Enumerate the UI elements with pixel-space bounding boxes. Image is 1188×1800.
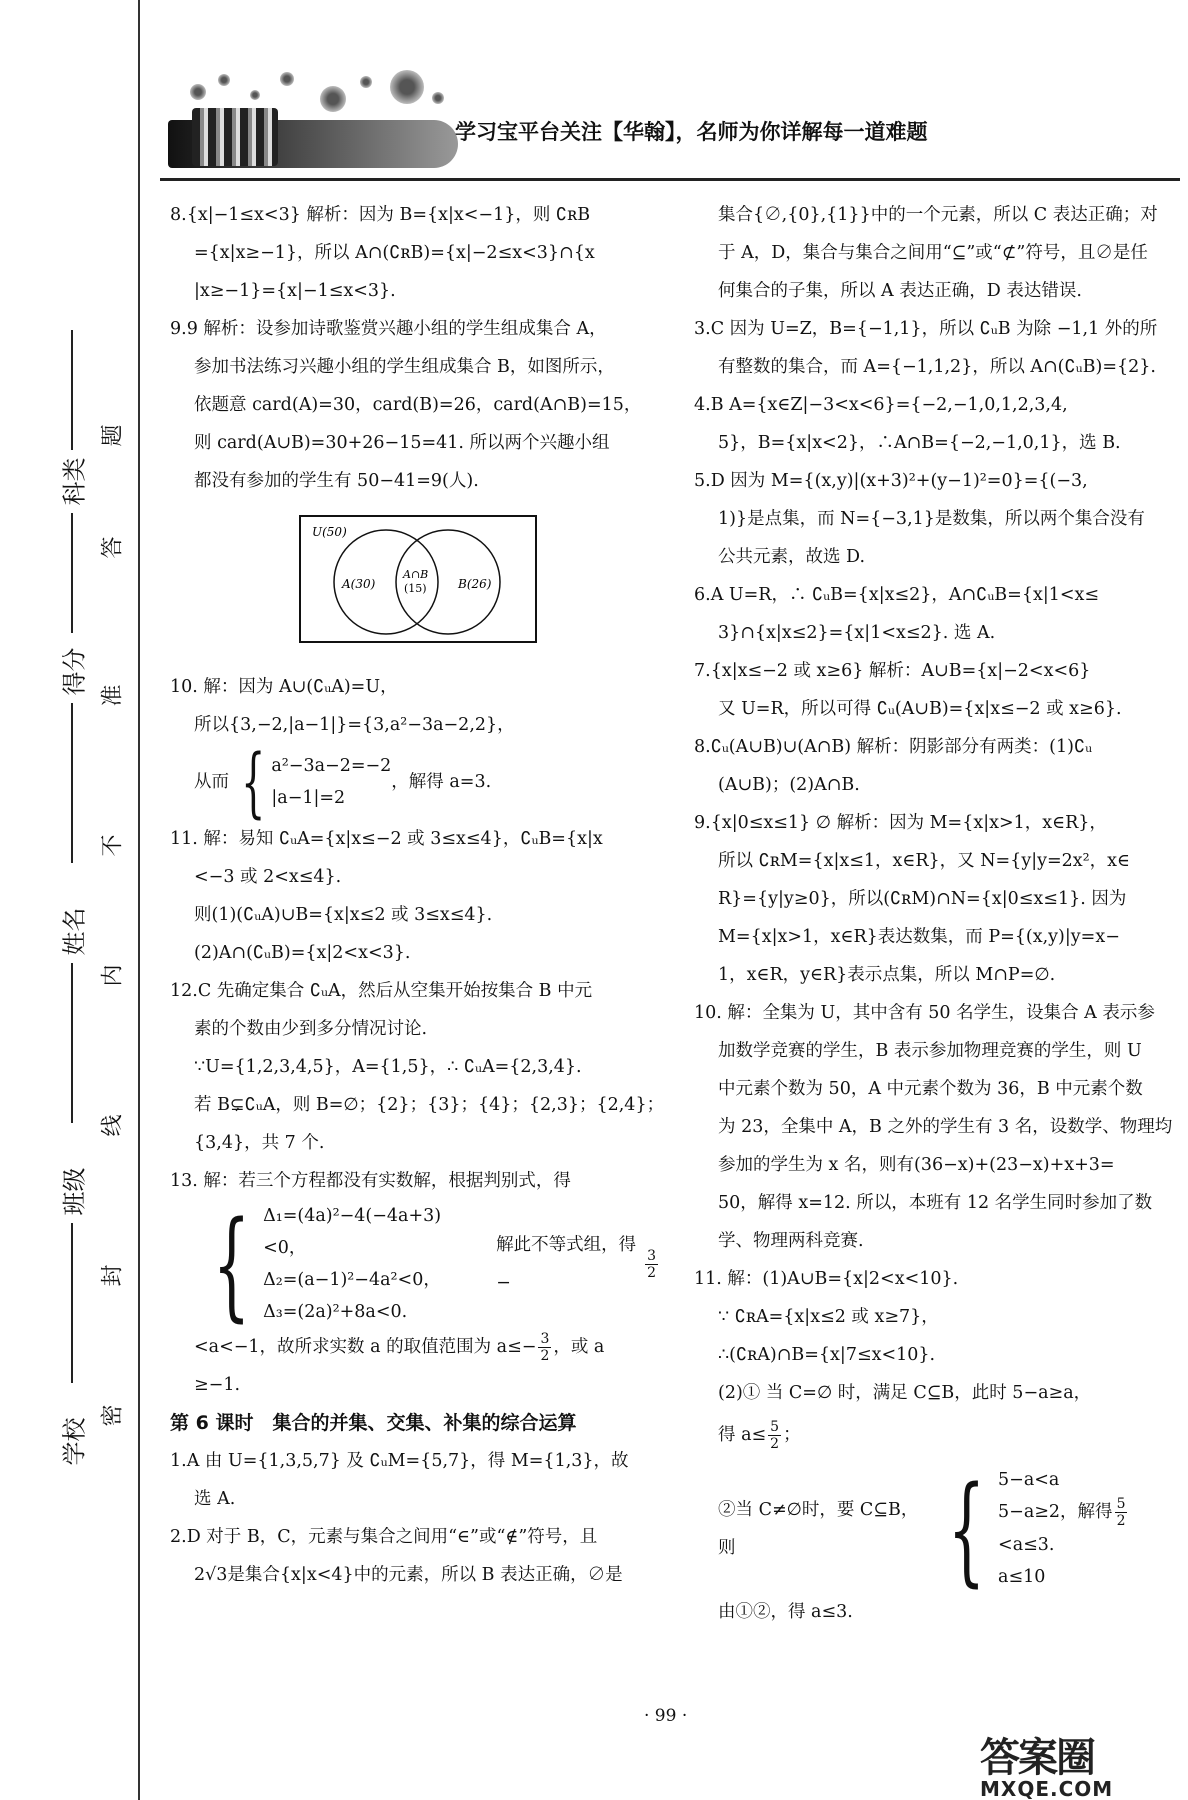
venn-label-ab: A∩B [403,568,429,581]
binding-strip [0,0,150,1800]
text-line: 5}，B={x|x<2}，∴A∩B={−2,−1,0,1}，选 B. [718,433,1121,453]
text-line: <a<−1，故所求实数 a 的取值范围为 a≤− $\frac{3}{2}$ ，或 a [194,1331,605,1364]
equation-line: 5−a<a [998,1470,1060,1490]
text-line: 11. 解：(1)A∪B={x|2<x<10}. [694,1269,959,1289]
text-line: R}={y|y≥0}，所以(∁ʀM)∩N={x|0≤x≤1}. 因为 [718,889,1127,909]
seal-char: 答 [100,536,126,559]
inequality-system: { Δ₁=(4a)²−4(−4a+3)<0， Δ₂=(a−1)²−4a²<0， Δ₃=(2a)²+8a<0. 解此不等式组，得 − $\frac{3}{2}$ [212,1195,656,1333]
field-class [52,1160,92,1383]
text-line: 5.D 因为 M={(x,y)|(x+3)²+(y−1)²=0}={(−3, [694,471,1088,491]
blank-line [71,963,73,1123]
field-label-school: 学校 [60,1417,89,1466]
text-line: 公共元素，故选 D. [718,547,866,567]
text-line: 素的个数由少到多分情况讨论. [194,1019,428,1039]
field-subject [52,330,92,633]
text-line: 于 A，D，集合与集合之间用“⊆”或“⊄”符号，且∅是任 [718,243,1148,263]
equation-line: Δ₁=(4a)²−4(−4a+3)<0， [263,1206,442,1258]
text-line: 10. 解：全集为 U，其中含有 50 名学生，设集合 A 表示参 [694,1003,1155,1023]
text-line: 学、物理两科竞赛. [718,1231,864,1251]
equation-line: a²−3a−2=−2 [271,756,392,776]
text-line: 所以 ∁ʀM={x|x≤1，x∈R}，又 N={y|y=2x²，x∈ [718,851,1130,871]
equation-system: 从而 { a²−3a−2=−2 |a−1|=2 ，解得 a=3. [194,737,492,826]
text-line: 3}∩{x|x≤2}={x|1<x≤2}. 选 A. [718,623,996,643]
text-line: 又 U=R，所以可得 ∁ᵤ(A∪B)={x|x≤−2 或 x≥6}. [718,699,1122,719]
seal-char: 密 [100,1404,126,1427]
text-line: 7.{x|x≤−2 或 x≥6} 解析：A∪B={x|−2<x<6} [694,661,1091,681]
venn-diagram [298,514,538,644]
text-line: 集合{∅,{0},{1}}中的一个元素，所以 C 表达正确；对 [718,205,1158,225]
text-line: 6.A U=R，∴ ∁ᵤB={x|x≤2}，A∩∁ᵤB={x|1<x≤ [694,585,1100,605]
text-line: 2.D 对于 B，C，元素与集合之间用“∈”或“∉”符号，且 [170,1527,598,1547]
equation-line: a≤10 [998,1567,1046,1587]
fraction: $\frac{3}{2}$ [540,1331,550,1364]
text-line: 参加书法练习兴趣小组的学生组成集合 B，如图所示， [194,357,615,377]
text-line: 10. 解：因为 A∪(∁ᵤA)=U， [170,677,398,697]
text-line: 4.B A={x∈Z|−3<x<6}={−2,−1,0,1,2,3,4, [694,395,1068,415]
text-line: 中元素个数为 50，A 中元素个数为 36，B 中元素个数 [718,1079,1143,1099]
blank-line [71,1223,73,1383]
text-line: ∴(∁ʀA)∩B={x|7≤x<10}. [718,1345,936,1365]
text-line: 有整数的集合，而 A={−1,1,2}，所以 A∩(∁ᵤB)={2}. [718,357,1156,377]
inequality-system: ②当 C≠∅时，要 C⊆B，则 { 5−a<a 5−a≥2，解得 $\frac{5}{2}$ <a≤3. a≤10 [718,1464,1180,1593]
text-fragment: ，解得 a=3. [391,772,492,792]
text-line: 为 23，全集中 A，B 之外的学生有 3 名，设数学、物理均 [718,1117,1173,1137]
field-label-name: 姓名 [60,907,89,956]
seal-char: 封 [100,1264,126,1287]
equation-line: |a−1|=2 [271,788,346,808]
text-line: 由①②，得 a≤3. [718,1602,853,1622]
page-number: · 99 · [644,1706,688,1726]
venn-label-b: B(26) [458,577,492,591]
seal-char: 题 [100,424,126,447]
books-icon [192,108,278,166]
text-line: 9.9 解析：设参加诗歌鉴赏兴趣小组的学生组成集合 A， [170,319,607,339]
right-column [694,196,1180,1631]
text-line: {3,4}，共 7 个. [194,1133,325,1153]
blank-line [71,513,73,633]
text-line: 8.∁ᵤ(A∪B)∪(A∩B) 解析：阴影部分有两类：(1)∁ᵤ [694,737,1093,757]
text-fragment: ②当 C≠∅时，要 C⊆B，则 [718,1499,919,1558]
text-line: ∵U={1,2,3,4,5}，A={1,5}，∴ ∁ᵤA={2,3,4}. [194,1057,582,1077]
text-fragment: 解此不等式组，得 − [496,1235,637,1293]
text-line: 9.{x|0≤x≤1} ∅ 解析：因为 M={x|x>1，x∈R}， [694,813,1107,833]
text-line: 参加的学生为 x 名，则有(36−x)+(23−x)+x+3= [718,1155,1115,1175]
binding-line [138,0,140,1800]
left-column [170,196,665,1594]
text-line: 8.{x|−1≤x<3} 解析：因为 B={x|x<−1}，则 ∁ʀB [170,205,591,225]
text-line: (A∪B)；(2)A∩B. [718,775,860,795]
watermark-logo [980,1726,1178,1800]
equation-line: Δ₃=(2a)²+8a<0. [263,1302,408,1322]
seal-char: 内 [100,964,126,987]
equation-line: 5−a≥2，解得 $\frac{5}{2}$ <a≤3. [998,1496,1126,1555]
seal-char: 线 [100,1114,126,1137]
text-line: 11. 解：易知 ∁ᵤA={x|x≤−2 或 3≤x≤4}，∁ᵤB={x|x [170,829,603,849]
fraction: $\frac{5}{2}$ [770,1419,780,1452]
seal-char: 不 [100,834,126,857]
venn-label-ab-count: (15) [404,582,427,595]
text-line: 50，解得 x=12. 所以，本班有 12 名学生同时参加了数 [718,1193,1153,1213]
text-line: 得 a≤ $\frac{5}{2}$ ； [718,1419,801,1452]
watermark-text: 答案圈 [980,1735,1094,1781]
field-name [52,900,92,1123]
text-line: 则 card(A∪B)=30+26−15=41. 所以两个兴趣小组 [194,433,610,453]
field-label-score: 得分 [60,647,89,696]
text-line: 1，x∈R，y∈R}表示点集，所以 M∩P=∅. [718,965,1056,985]
text-line: M={x|x>1，x∈R}表达数集，而 P={(x,y)|y=x− [718,927,1120,947]
fraction: $\frac{3}{2}$ [647,1247,656,1281]
header-rule [160,178,1180,181]
field-score [52,640,92,863]
venn-label-a: A(30) [342,577,376,591]
text-line: (2)A∩(∁ᵤB)={x|2<x<3}. [194,943,411,963]
blank-line [71,703,73,863]
text-line: 则(1)(∁ᵤA)∪B={x|x≤2 或 3≤x≤4}. [194,905,493,925]
text-line: 都没有参加的学生有 50−41=9(人). [194,471,479,491]
text-line: 加数学竞赛的学生，B 表示参加物理竞赛的学生，则 U [718,1041,1142,1061]
venn-label-u: U(50) [312,525,347,539]
text-line: 所以{3,−2,|a−1|}={3,a²−3a−2,2}， [194,715,515,735]
header-slogan: 学习宝平台关注【华翰】，名师为你详解每一道难题 [455,120,928,144]
text-line: ∵ ∁ʀA={x|x≤2 或 x≥7}， [718,1307,939,1327]
field-label-subject: 科类 [60,457,89,506]
text-line: 13. 解：若三个方程都没有实数解，根据判别式，得 [170,1171,571,1191]
fraction: $\frac{5}{2}$ [1116,1496,1126,1529]
text-line: 若 B⊊∁ᵤA，则 B=∅；{2}；{3}；{4}；{2,3}；{2,4}； [194,1095,665,1115]
text-line: (2)① 当 C=∅ 时，满足 C⊆B，此时 5−a≥a， [718,1383,1092,1403]
text-line: 2√3是集合{x|x<4}中的元素，所以 B 表达正确，∅是 [194,1565,623,1585]
text-line: 12.C 先确定集合 ∁ᵤA，然后从空集开始按集合 B 中元 [170,981,593,1001]
section-heading: 第 6 课时 集合的并集、交集、补集的综合运算 [170,1412,577,1434]
equation-line: Δ₂=(a−1)²−4a²<0， [263,1270,441,1290]
text-line: 1)}是点集，而 N={−3,1}是数集，所以两个集合没有 [718,509,1145,529]
text-fragment: 从而 [194,772,229,792]
page-header [160,50,1180,180]
header-banner-logo [168,120,458,168]
text-line: 选 A. [194,1489,236,1509]
blank-line [71,330,73,450]
text-line: 1.A 由 U={1,3,5,7} 及 ∁ᵤM={5,7}，得 M={1,3}，故 [170,1451,629,1471]
text-line: ≥−1. [194,1375,241,1395]
text-line: 依题意 card(A)=30，card(B)=26，card(A∩B)=15， [194,395,642,415]
text-line: |x≥−1}={x|−1≤x<3}. [194,281,396,301]
watermark-url: MXQE.COM [980,1777,1114,1800]
text-line: <−3 或 2<x≤4}. [194,867,342,887]
seal-char: 准 [100,684,126,707]
text-line: 3.C 因为 U=Z，B={−1,1}，所以 ∁ᵤB 为除 −1,1 外的所 [694,319,1158,339]
text-line: ={x|x≥−1}，所以 A∩(∁ʀB)={x|−2≤x<3}∩{x [194,243,595,263]
field-label-class: 班级 [60,1167,89,1216]
text-line: 何集合的子集，所以 A 表达正确，D 表达错误. [718,281,1082,301]
field-school [52,1410,92,1473]
